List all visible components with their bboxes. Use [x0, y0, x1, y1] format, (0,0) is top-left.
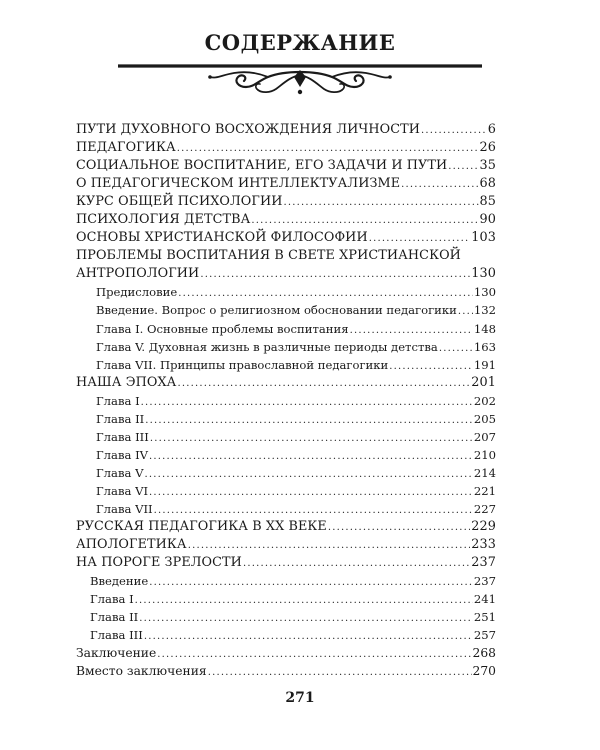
toc-entry-title: Глава I — [96, 393, 140, 408]
toc-entry-title: Введение — [90, 574, 149, 589]
toc-entry-page: 210 — [473, 447, 496, 462]
toc-entry — [76, 356, 496, 374]
page-number: 271 — [285, 690, 315, 706]
toc-entry-page: 132 — [473, 303, 496, 318]
toc-entry — [76, 644, 496, 662]
toc-entry-page: 85 — [479, 194, 496, 210]
toc-entry-title: ПСИХОЛОГИЯ ДЕТСТВА — [76, 212, 251, 228]
toc-leader-dots — [448, 158, 478, 176]
toc-entry-title: АПОЛОГЕТИКА — [76, 537, 187, 553]
toc-entry-page: 35 — [479, 158, 496, 174]
toc-leader-dots — [439, 340, 473, 358]
toc-leader-dots — [141, 394, 473, 412]
toc-entry — [76, 247, 496, 265]
toc-entry — [76, 608, 496, 626]
page-title: СОДЕРЖАНИЕ — [204, 30, 396, 55]
toc-entry — [76, 338, 496, 356]
toc-entry — [76, 428, 496, 446]
toc-entry-title: ПУТИ ДУХОВНОГО ВОСХОЖДЕНИЯ ЛИЧНОСТИ — [76, 122, 421, 137]
toc-leader-dots — [251, 212, 478, 230]
toc-entry-page: 90 — [479, 212, 496, 228]
toc-leader-dots — [200, 266, 470, 284]
toc-entry-title: Глава II — [90, 610, 139, 625]
toc-entry-title: Предисловие — [96, 285, 178, 300]
toc-entry-title: Глава III — [96, 429, 149, 444]
toc-entry — [76, 211, 496, 229]
toc-entry — [76, 320, 496, 338]
toc-leader-dots — [283, 194, 478, 212]
toc-entry-page: 130 — [471, 266, 496, 282]
toc-entry-page: 148 — [473, 321, 496, 336]
toc-entry-page: 6 — [487, 122, 496, 137]
toc-entry-page: 201 — [471, 374, 496, 390]
toc-entry-page: 227 — [473, 501, 496, 516]
toc-leader-dots — [149, 574, 473, 592]
toc-entry — [76, 572, 496, 590]
toc-entry — [76, 500, 496, 518]
toc-entry — [76, 482, 496, 500]
table-of-contents — [76, 121, 496, 680]
toc-entry-title: Глава VI — [96, 483, 149, 498]
toc-entry-title: Вместо заключения — [76, 664, 207, 679]
toc-leader-dots — [150, 430, 473, 448]
toc-entry — [76, 410, 496, 428]
toc-entry-page: 163 — [473, 339, 496, 354]
toc-entry-title: Глава IV — [96, 447, 149, 462]
toc-entry-title: КУРС ОБЩЕЙ ПСИХОЛОГИИ — [76, 194, 283, 210]
toc-entry-title: СОЦИАЛЬНОЕ ВОСПИТАНИЕ, ЕГО ЗАДАЧИ И ПУТИ — [76, 158, 448, 174]
toc-entry-page: 207 — [473, 429, 496, 444]
toc-entry-page: 229 — [471, 519, 496, 535]
toc-entry-title: О ПЕДАГОГИЧЕСКОМ ИНТЕЛЛЕКТУАЛИЗМЕ — [76, 176, 401, 192]
toc-leader-dots — [369, 230, 471, 248]
toc-leader-dots — [145, 412, 473, 430]
toc-entry — [76, 193, 496, 211]
toc-entry-page: 214 — [473, 465, 496, 480]
toc-entry-title: Заключение — [76, 646, 157, 661]
toc-entry-page: 202 — [473, 393, 496, 408]
toc-entry-page: 103 — [471, 230, 496, 246]
toc-entry-page: 270 — [472, 664, 496, 679]
toc-leader-dots — [243, 555, 470, 573]
toc-entry-title: Глава V. Духовная жизнь в различные периоды детства — [96, 339, 438, 354]
toc-entry-page: 268 — [472, 646, 496, 661]
toc-entry — [76, 590, 496, 608]
toc-entry — [76, 265, 496, 283]
toc-leader-dots — [177, 375, 470, 393]
toc-entry — [76, 464, 496, 482]
toc-entry — [76, 536, 496, 554]
toc-entry — [76, 121, 496, 139]
toc-entry — [76, 139, 496, 157]
toc-entry-title: Глава VII. Принципы православной педагогики — [96, 357, 389, 372]
toc-entry-title: Глава V — [96, 465, 144, 480]
toc-entry — [76, 554, 496, 572]
ornament-divider-icon — [118, 63, 482, 97]
toc-entry-title: АНТРОПОЛОГИИ — [76, 266, 200, 282]
toc-leader-dots — [208, 664, 472, 682]
toc-leader-dots — [389, 358, 473, 376]
toc-entry-page: 26 — [479, 140, 496, 156]
toc-entry — [76, 662, 496, 680]
toc-leader-dots — [458, 303, 473, 321]
toc-entry — [76, 283, 496, 301]
toc-entry-title: РУССКАЯ ПЕДАГОГИКА В XX ВЕКЕ — [76, 519, 327, 535]
toc-entry — [76, 229, 496, 247]
toc-entry — [76, 301, 496, 319]
toc-leader-dots — [144, 466, 472, 484]
toc-entry — [76, 626, 496, 644]
toc-entry-title: Введение. Вопрос о религиозном обосновании педагогики — [96, 303, 457, 318]
toc-entry-page: 241 — [473, 592, 496, 607]
toc-entry-page: 191 — [473, 357, 496, 372]
toc-entry-page: 233 — [471, 537, 496, 553]
toc-entry-title: Глава I — [90, 592, 134, 607]
toc-leader-dots — [139, 610, 473, 628]
toc-leader-dots — [188, 537, 471, 555]
toc-entry-page: 205 — [473, 411, 496, 426]
toc-entry-title: ОСНОВЫ ХРИСТИАНСКОЙ ФИЛОСОФИИ — [76, 230, 368, 246]
toc-entry-page: 68 — [479, 176, 496, 192]
toc-leader-dots — [328, 519, 470, 537]
toc-leader-dots — [421, 122, 487, 140]
toc-entry-page: 221 — [473, 483, 496, 498]
toc-leader-dots — [177, 140, 479, 158]
toc-entry-title: ПРОБЛЕМЫ ВОСПИТАНИЯ В СВЕТЕ ХРИСТИАНСКОЙ — [76, 248, 461, 264]
toc-leader-dots — [149, 448, 473, 466]
toc-leader-dots — [401, 176, 478, 194]
toc-entry-page: 237 — [471, 555, 496, 571]
toc-entry-page: 251 — [473, 610, 496, 625]
toc-entry-title: Глава II — [96, 411, 145, 426]
toc-entry-page: 257 — [473, 628, 496, 643]
toc-entry — [76, 392, 496, 410]
toc-entry-title: Глава VII — [96, 501, 153, 516]
toc-entry — [76, 518, 496, 536]
toc-leader-dots — [144, 628, 473, 646]
toc-entry — [76, 446, 496, 464]
toc-entry-title: Глава III — [90, 628, 143, 643]
toc-entry-page: 130 — [473, 285, 496, 300]
toc-entry-title: НАША ЭПОХА — [76, 374, 177, 390]
toc-leader-dots — [149, 484, 473, 502]
toc-entry-page: 237 — [473, 574, 496, 589]
toc-entry — [76, 157, 496, 175]
toc-entry-title: Глава I. Основные проблемы воспитания — [96, 321, 349, 336]
toc-entry — [76, 374, 496, 392]
toc-entry-title: ПЕДАГОГИКА — [76, 140, 176, 156]
toc-entry — [76, 175, 496, 193]
toc-entry-title: НА ПОРОГЕ ЗРЕЛОСТИ — [76, 555, 242, 571]
toc-leader-dots — [135, 592, 473, 610]
